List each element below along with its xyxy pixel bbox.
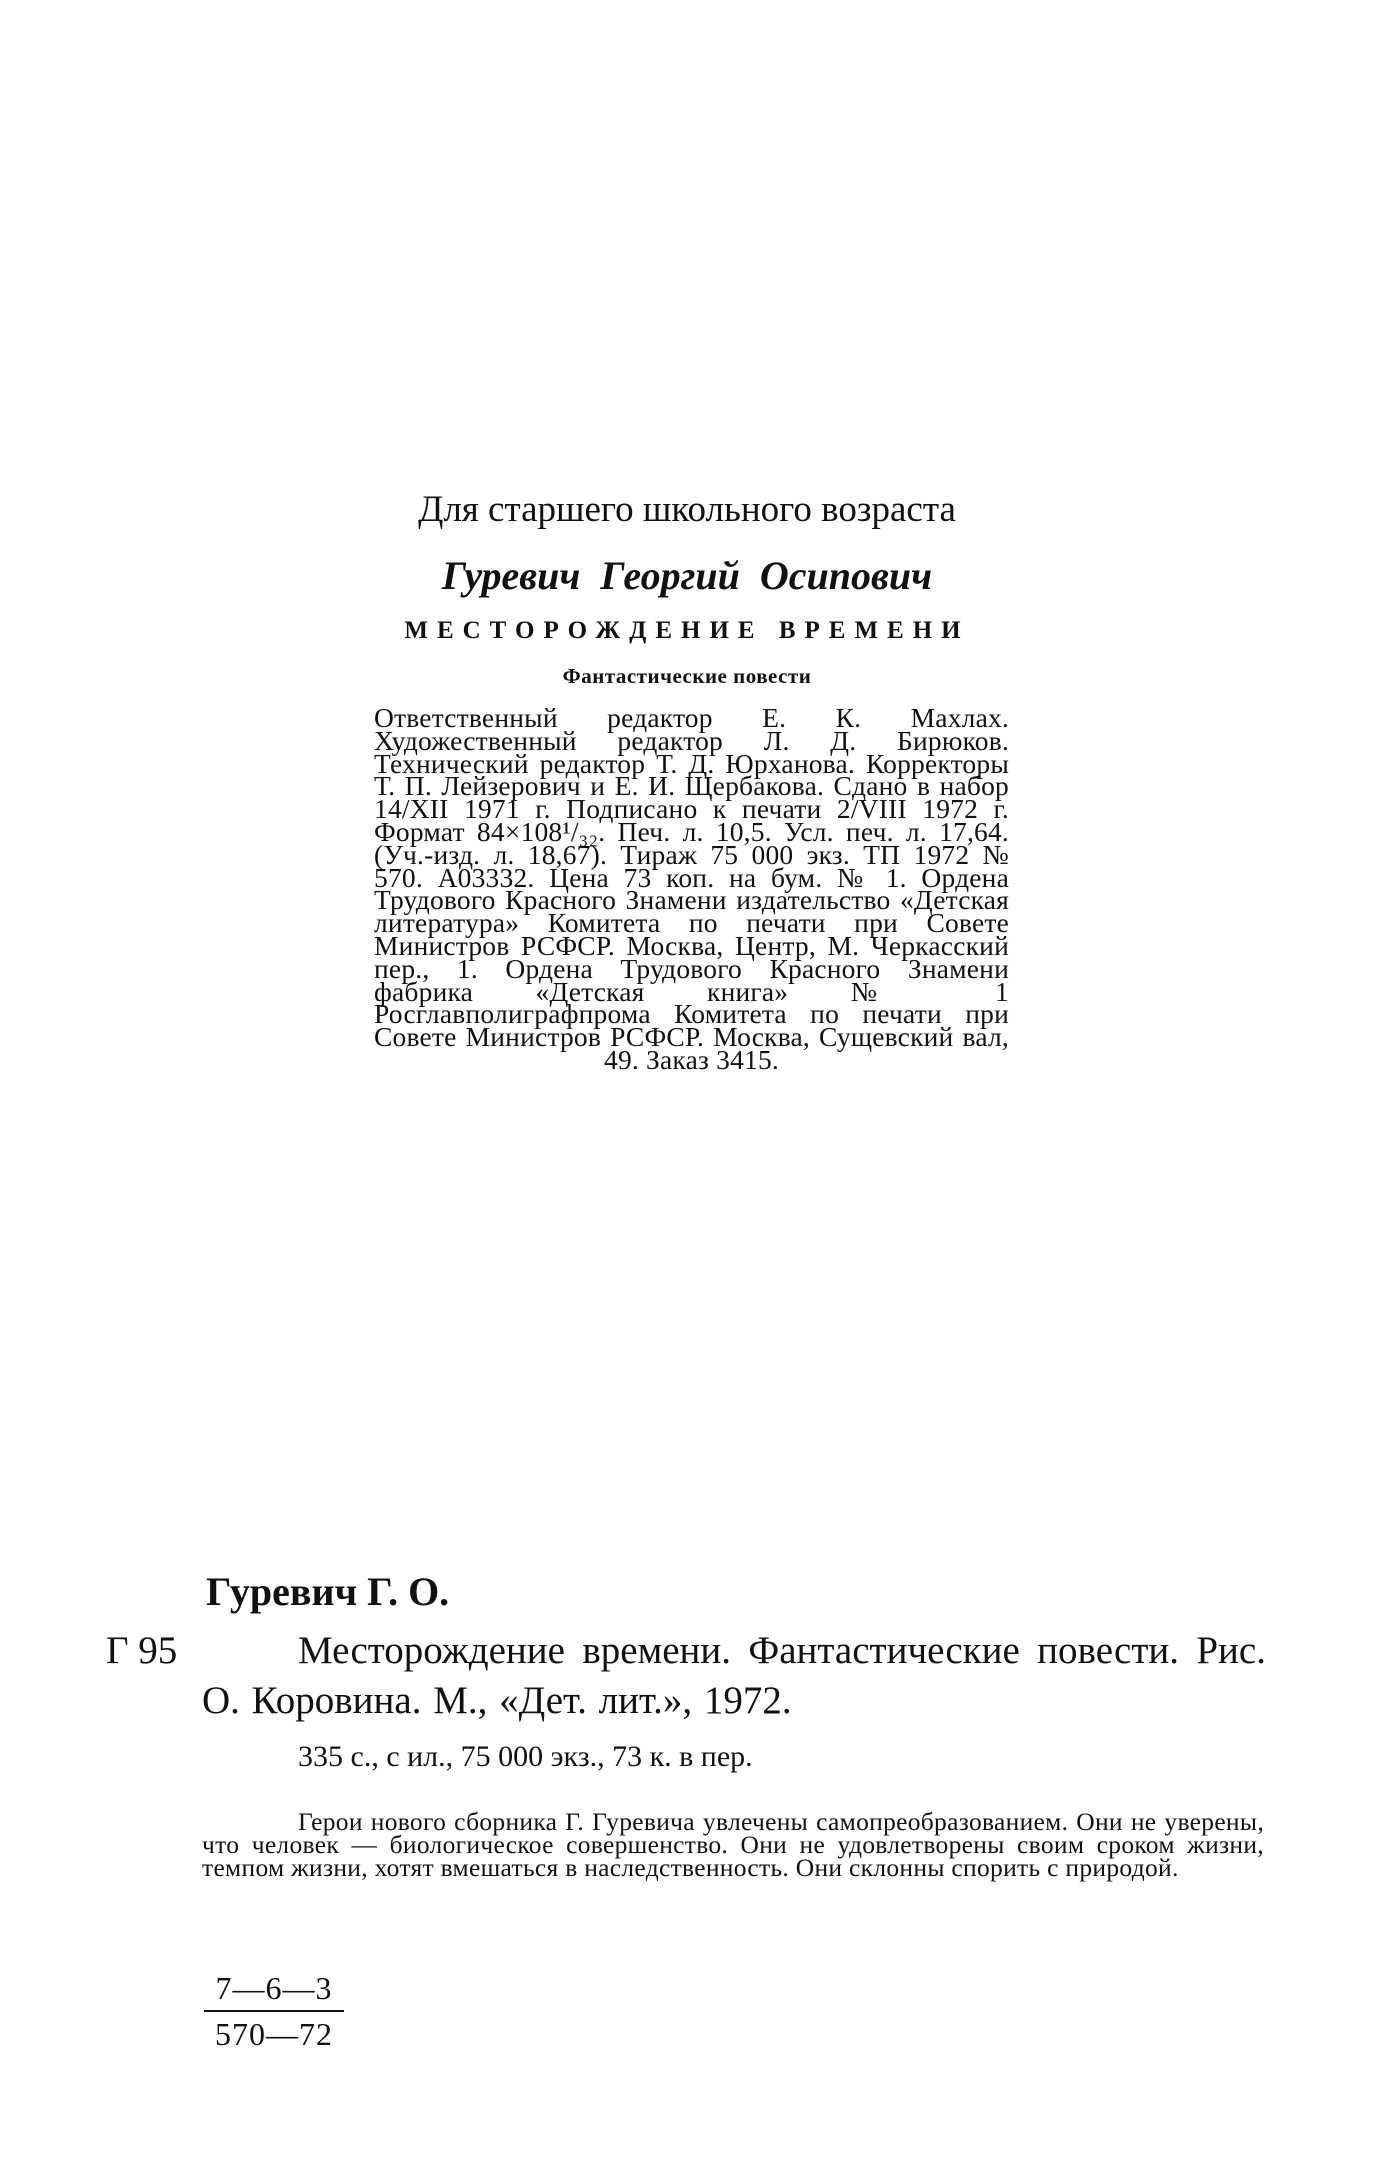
catalog-card-title: Месторождение времени. Фантастические повести. Рис. О. Коровина. М., «Дет. лит.», 1972. xyxy=(202,1629,1266,1722)
classification-code: Г 95 xyxy=(106,1629,178,1672)
index-numerator: 7—6—3 xyxy=(215,1970,333,2006)
catalog-card-author: Гуревич Г. О. xyxy=(206,1569,450,1614)
catalog-card-annotation: Герои нового сборника Г. Гуревича увлечены самопреобразованием. Они не уверены, что человек — биологическое совершенство. Они не удовлетворены своим сроком жизни, темпом жизни, хотят вмешаться в наследственность. Они склонны спорить с природой. xyxy=(202,1807,1264,1883)
author-full-name: Гуревич Георгий Осипович xyxy=(441,553,933,598)
imprint-details: Ответственный редактор Е. К. Махлах. Художественный редактор Л. Д. Бирюков. Технический редактор Т. Д. Юрханова. Корректоры Т. П. Лейзерович и Е. И. Щербакова. Сдано в набор 14/XII 1971 г. Подписано к печати 2/VIII 1972 г. Формат 84×108¹/₃₂. Печ. л. 10,5. Усл. печ. л. 17,64. (Уч.-изд. л. 18,67). Тираж 75 000 экз. ТП 1972 № 570. А03332. Цена 73 коп. на бум. № 1. Ордена Трудового Красного Знамени издательство «Детская литература» Комитета по печати при Совете Министров РСФСР. Москва, Центр, М. Черкасский пер., 1. Ордена Трудового Красного Знамени фабрика «Детская книга» № 1 Росглавполиграфпрома Комитета по печати при Совете Министров РСФСР. Москва, Сущевский вал, 49. Заказ 3415. xyxy=(374,702,1009,1075)
index-denominator: 570—72 xyxy=(215,2016,333,2052)
book-subtitle: Фантастические повести xyxy=(562,664,812,688)
age-note: Для старшего школьного возраста xyxy=(418,489,956,530)
book-title: МЕСТОРОЖДЕНИЕ ВРЕМЕНИ xyxy=(404,617,970,644)
catalog-card-extent: 335 с., с ил., 75 000 экз., 73 к. в пер. xyxy=(298,1740,753,1773)
index-fraction-line xyxy=(204,2010,344,2012)
